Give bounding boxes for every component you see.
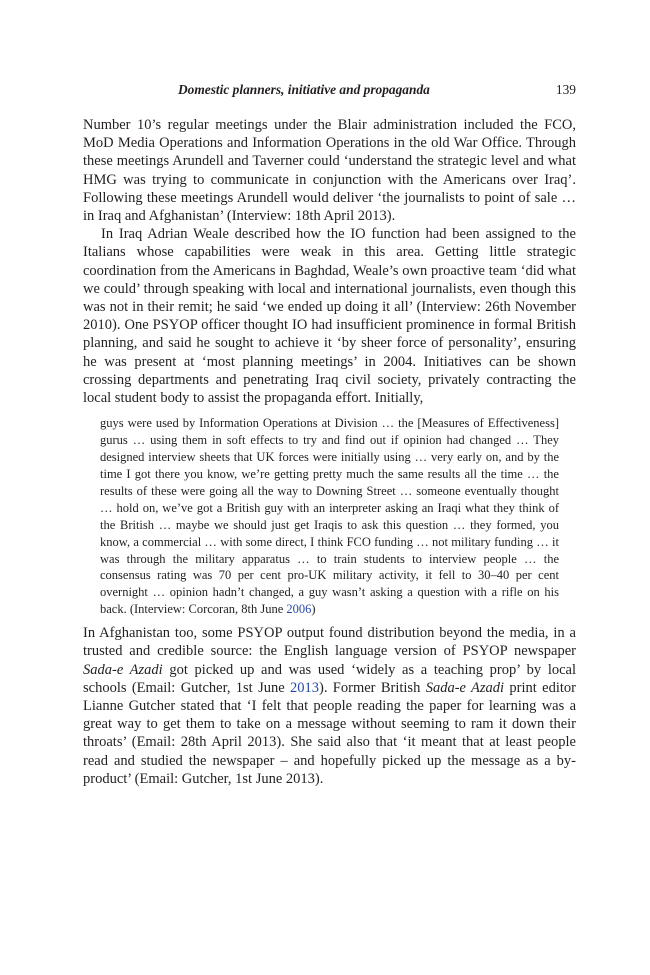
paragraph-2: In Iraq Adrian Weale described how the IO function had been assigned to the Italians whose capabilities were weak in this area. Getting little strategic coordination from the Americans in Baghdad, Weale’s own proactive team ‘did what we could’ through speaking with local and international journalists, even though this was not in their remit; he said ‘we ended up doing it all’ (Interview: 26th November 2010). One PSYOP officer thought IO had insufficient prominence in formal British planning, and said he sought to achieve it ‘by sheer force of personality’, ensuring he was present at ‘most planning meetings’ in 2004. Initiatives can be shown crossing departments and penetrating Iraq civil society, privately contracting the local student body to assist the propaganda effort. Initially, [83, 226, 576, 407]
quote-close: ) [311, 602, 316, 617]
block-quote [100, 415, 559, 618]
quote-text: guys were used by Information Operations at Division … the [Measures of Effectiveness] gurus … using them in soft effects to try and find out if opinion had changed … They designed interview sheets that UK forces were initially using … very early on, and by the time I got there you know, we’re getting pretty much the same results all the time … the results of these were going all the way to Downing Street … someone eventually thought … hold on, we’ve got a British guy with an interpreter asking an Iraqi what they think of the British … maybe we should just get Iraqis to ask this question … they formed, you know, a commercial … with some direct, I think FCO funding … not military funding … it was through the military apparatus … to train students to interview people … the consensus rating was 70 per cent pro-UK military activity, it fell to 30–40 per cent overnight … opinion hadn’t changed, a guy wasn’t asking a question with a rifle on his back. (Interview: Corcoran, 8th June [100, 416, 559, 617]
body-text [83, 116, 576, 788]
running-title: Domestic planners, initiative and propaganda [178, 82, 430, 97]
quote-year-link[interactable]: 2006 [286, 602, 312, 617]
page-number: 139 [555, 82, 576, 97]
paragraph-3 [83, 624, 576, 788]
p3-text-c: ). Former British [319, 679, 426, 696]
citation-year-link[interactable]: 2013 [290, 679, 319, 696]
p3-text-d: print editor Lianne Gutcher stated that ‘I felt that people reading the paper for learning was a great way to get them to take on a message without seeming to ram it down their throats’ (Email: 28th April 2013). She said also that ‘it meant that at least people read and studied the newspaper – and hopefully picked up the message as a by-product’ (Email: Gutcher, 1st June 2013). [83, 679, 576, 787]
p3-text-a: In Afghanistan too, some PSYOP output found distribution beyond the media, in a trusted and credible source: the English language version of PSYOP newspaper [83, 625, 576, 660]
p3-text-b: got picked up and was used ‘widely as a teaching prop’ by local schools (Email: Gutcher, 1st June [83, 661, 576, 696]
paragraph-1: Number 10’s regular meetings under the Blair administration included the FCO, MoD Media Operations and Information Operations in the old War Office. Through these meetings Arundell and Taverner could ‘understand the strategic level and what HMG was trying to communicate in conjunction with the Americans over Iraq’. Following these meetings Arundell would deliver ‘the journalists to point of sale … in Iraq and Afghanistan’ (Interview: 18th April 2013). [83, 117, 576, 225]
newspaper-title: Sada-e Azadi [83, 661, 163, 678]
newspaper-title-2: Sada-e Azadi [425, 679, 505, 696]
